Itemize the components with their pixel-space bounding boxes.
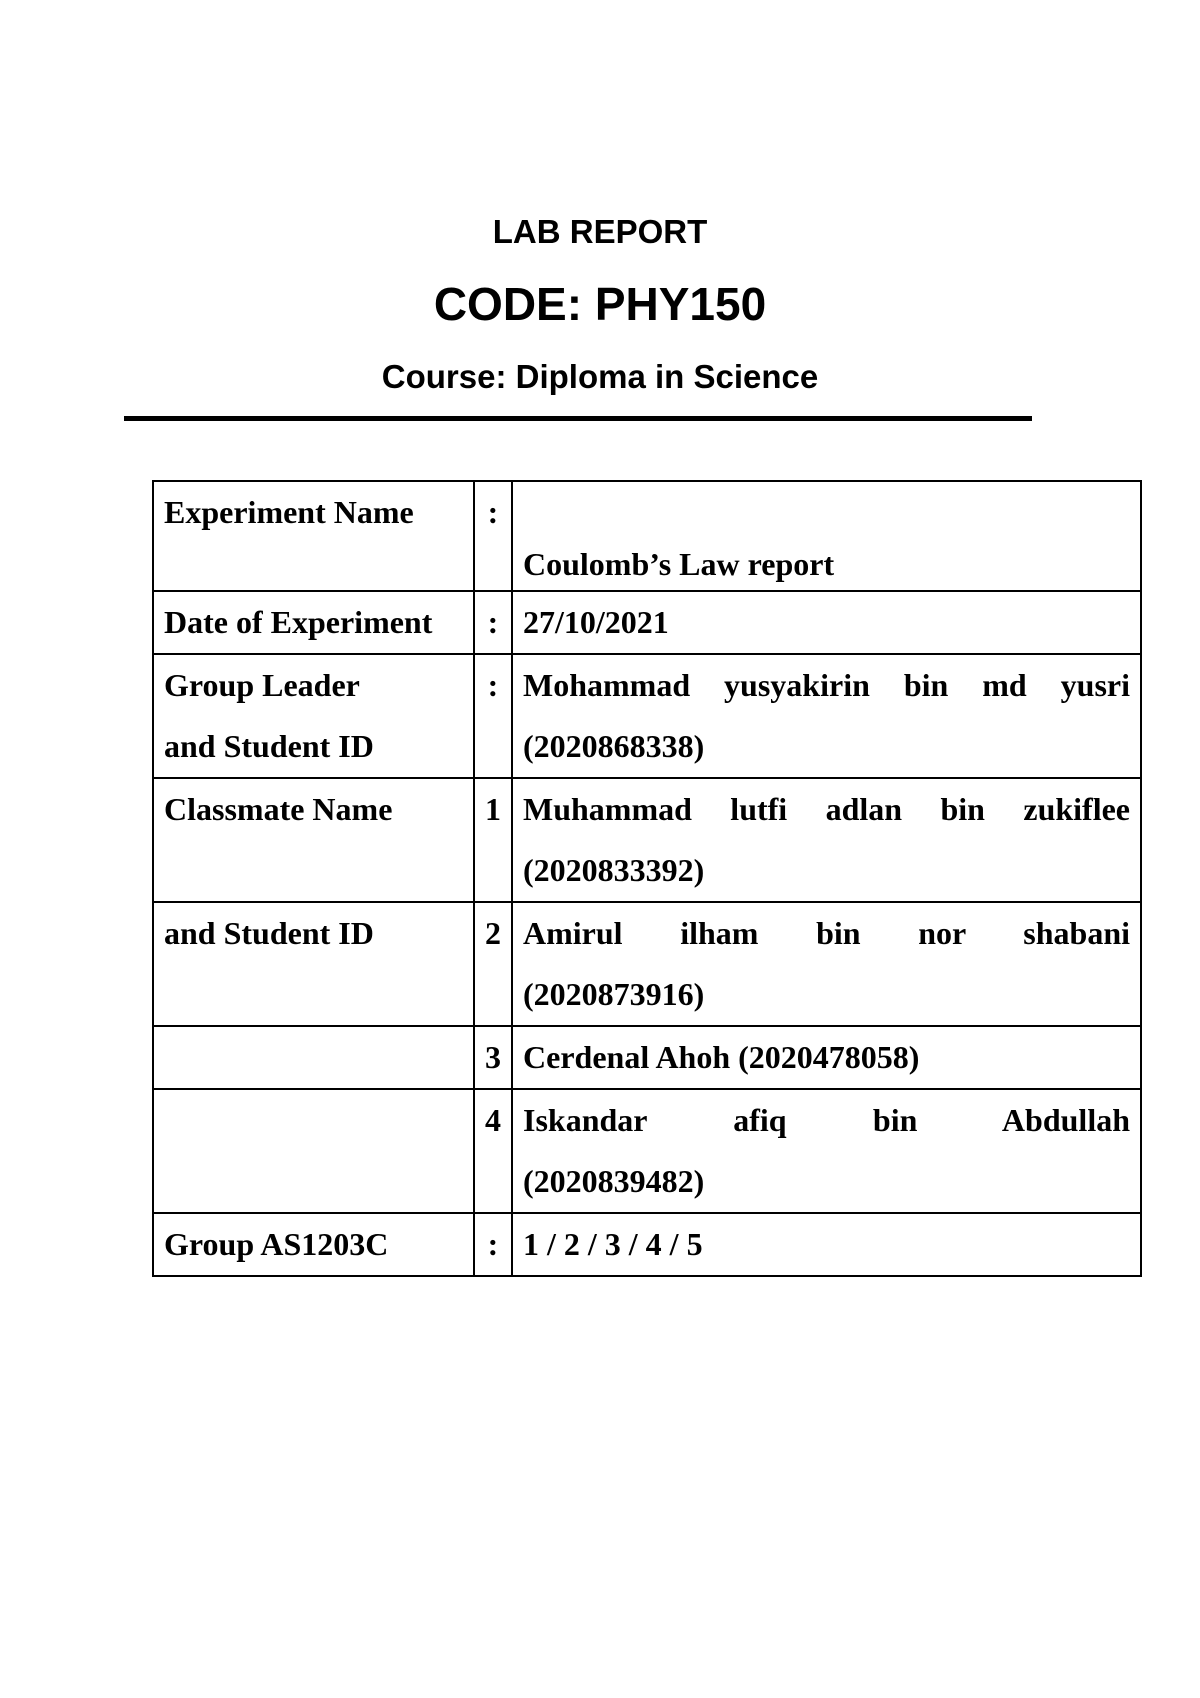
classmate-value [512, 902, 1141, 1026]
classmate-id: (2020873916) [523, 976, 705, 1012]
classmate-name-id: Cerdenal Ahoh (2020478058) [523, 1039, 920, 1075]
classmate-label-1: Classmate Name [153, 778, 474, 902]
classmate-row [153, 1026, 1141, 1089]
classmate-id: (2020839482) [523, 1163, 705, 1199]
group-leader-value [512, 654, 1141, 778]
experiment-name-separator: : [474, 481, 512, 591]
group-label: Group AS1203C [153, 1213, 474, 1276]
experiment-date-row [153, 591, 1141, 654]
classmate-label-empty [153, 1026, 474, 1089]
classmate-value [512, 778, 1141, 902]
group-leader-row [153, 654, 1141, 778]
classmate-number: 2 [474, 902, 512, 1026]
classmate-label-2: and Student ID [153, 902, 474, 1026]
classmate-name: Muhammad lutfi adlan bin zukiflee [523, 791, 1130, 827]
course-name-title: Course: Diploma in Science [381, 358, 819, 395]
report-info-table [152, 480, 1142, 1277]
classmate-row [153, 778, 1141, 902]
group-separator: : [474, 1213, 512, 1276]
experiment-date-label: Date of Experiment [153, 591, 474, 654]
classmate-number: 4 [474, 1089, 512, 1213]
classmate-value [512, 1089, 1141, 1213]
experiment-name-row [153, 481, 1141, 591]
experiment-date-value: 27/10/2021 [512, 591, 1141, 654]
group-leader-separator: : [474, 654, 512, 778]
experiment-date-separator: : [474, 591, 512, 654]
classmate-number: 3 [474, 1026, 512, 1089]
classmate-row [153, 902, 1141, 1026]
experiment-name-value: Coulomb’s Law report [512, 481, 1141, 591]
report-title: LAB REPORT [492, 213, 708, 250]
group-leader-name: Mohammad yusyakirin bin md yusri [523, 667, 1130, 703]
classmate-label-empty [153, 1089, 474, 1213]
classmate-name: Amirul ilham bin nor shabani [523, 915, 1130, 951]
classmate-number: 1 [474, 778, 512, 902]
classmate-row [153, 1089, 1141, 1213]
group-row [153, 1213, 1141, 1276]
classmate-value [512, 1026, 1141, 1089]
group-value: 1 / 2 / 3 / 4 / 5 [512, 1213, 1141, 1276]
group-leader-id: (2020868338) [523, 728, 705, 764]
group-leader-label: Group Leader and Student ID [153, 654, 474, 778]
course-code-title: CODE: PHY150 [433, 278, 767, 330]
header-divider [124, 416, 1032, 421]
classmate-id: (2020833392) [523, 852, 705, 888]
classmate-name: Iskandar afiq bin Abdullah [523, 1102, 1130, 1138]
experiment-name-label: Experiment Name [153, 481, 474, 591]
